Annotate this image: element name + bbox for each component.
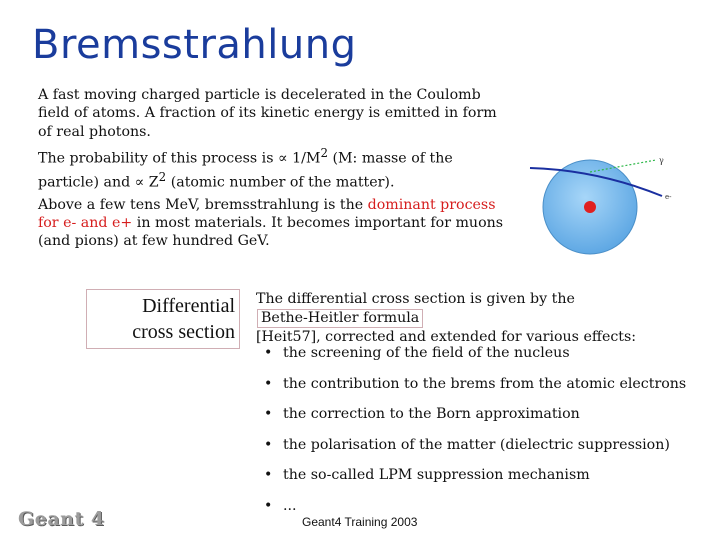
- intro-p2-text-c: (atomic number of the matter).: [166, 175, 395, 192]
- photon-label: γ: [659, 156, 664, 165]
- cross-section-line: [256, 290, 716, 328]
- cross-section-paragraph: [256, 290, 716, 347]
- intro-p3-text-a: Above a few tens MeV, bremsstrahlung is the: [38, 196, 368, 213]
- differential-label-line-2: cross section: [132, 321, 235, 343]
- bullet-icon: •: [264, 467, 273, 483]
- differential-label-line-1: Differential: [142, 295, 235, 317]
- bremsstrahlung-diagram: [528, 150, 678, 270]
- intro-paragraph-3: [38, 196, 508, 251]
- geant4-logo: Geant 4: [18, 508, 105, 530]
- bullet-icon: •: [264, 345, 273, 361]
- intro-p3-highlight: dominant process for e- and e+: [38, 196, 496, 231]
- effects-list: [264, 342, 686, 525]
- effect-text: the correction to the Born approximation: [283, 406, 580, 422]
- electron-label: e-: [665, 193, 672, 201]
- effect-text: the so-called LPM suppression mechanism: [283, 467, 590, 483]
- nucleus-dot: [584, 201, 596, 213]
- effect-text: the screening of the field of the nucleus: [283, 345, 570, 361]
- bullet-icon: •: [264, 436, 273, 453]
- differential-cross-section-label: [86, 289, 240, 349]
- effect-text: the contribution to the brems from the atomic electrons: [283, 375, 687, 392]
- list-item: [264, 373, 686, 404]
- cross-section-text-before: The differential cross section is given by the: [256, 291, 575, 307]
- list-item: [264, 434, 686, 465]
- bullet-icon: •: [264, 406, 273, 422]
- intro-text: [38, 86, 508, 254]
- bullet-icon: •: [264, 497, 273, 514]
- intro-p3-text-b: in most materials. It becomes important for muons (and pions) at few hundred GeV.: [38, 214, 504, 250]
- intro-p2-exponent-a: 2: [320, 146, 328, 161]
- intro-p1-text: A fast moving charged particle is decelerated in the Coulomb field of atoms. A fraction of its kinetic energy is emitted in form of real photons.: [38, 87, 497, 140]
- bullet-icon: •: [264, 375, 273, 392]
- intro-p2-text-b: (M: masse of the particle) and ∝ Z: [38, 150, 453, 192]
- list-item: [264, 403, 686, 434]
- effect-text: ...: [283, 497, 297, 514]
- slide-title: Bremsstrahlung: [32, 22, 357, 68]
- list-item: [264, 342, 686, 373]
- bethe-heitler-formula-box: Bethe-Heitler formula: [257, 309, 423, 328]
- list-item: [264, 464, 686, 495]
- intro-p2-text-a: The probability of this process is ∝ 1/M: [38, 150, 321, 167]
- footer-text: Geant4 Training 2003: [302, 515, 418, 529]
- intro-p2-exponent-b: 2: [158, 170, 167, 185]
- intro-paragraph-2: [38, 144, 508, 192]
- effect-text: the polarisation of the matter (dielectric suppression): [283, 436, 670, 453]
- cross-section-text-after: [Heit57], corrected and extended for various effects:: [256, 329, 637, 345]
- intro-paragraph-1: [38, 86, 508, 141]
